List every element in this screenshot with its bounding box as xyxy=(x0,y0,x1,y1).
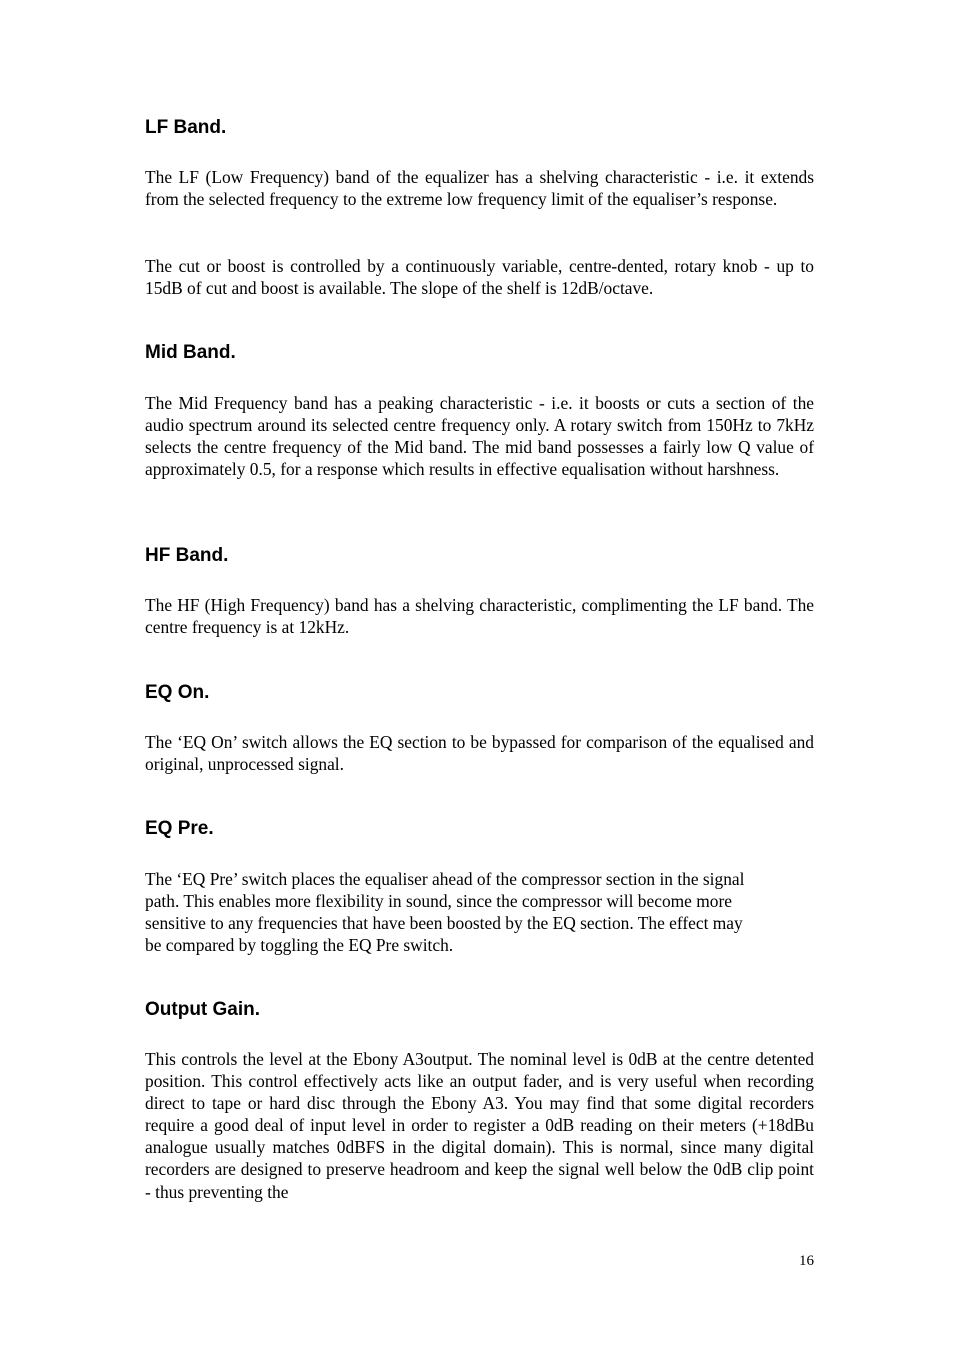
lf-band-paragraph-1: The LF (Low Frequency) band of the equalizer has a shelving characteristic - i.e. it extends from the selected frequency to the extreme low frequency limit of the equaliser’s response. xyxy=(145,167,814,210)
eq-on-paragraph: The ‘EQ On’ switch allows the EQ section to be bypassed for comparison of the equalised and original, unprocessed signal. xyxy=(145,732,814,775)
hf-band-paragraph: The HF (High Frequency) band has a shelving characteristic, complimenting the LF band. The centre frequency is at 12kHz. xyxy=(145,595,814,638)
eq-pre-paragraph: The ‘EQ Pre’ switch places the equaliser ahead of the compressor section in the signal path. This enables more flexibility in sound, since the compressor will become more sensitive to any frequencies that have been boosted by the EQ section. The effect may be compared by toggling the EQ Pre switch. xyxy=(145,869,745,956)
output-gain-heading: Output Gain. xyxy=(145,999,261,1020)
page-number: 16 xyxy=(799,1253,814,1269)
mid-band-heading: Mid Band. xyxy=(145,342,236,363)
lf-band-paragraph-2: The cut or boost is controlled by a continuously variable, centre-dented, rotary knob - up to 15dB of cut and boost is available. The slope of the shelf is 12dB/octave. xyxy=(145,256,814,299)
output-gain-paragraph: This controls the level at the Ebony A3output. The nominal level is 0dB at the centre detented position. This control effectively acts like an output fader, and is very useful when recording direct to tape or hard disc through the Ebony A3. You may find that some digital recorders require a good deal of input level in order to register a 0dB reading on their meters (+18dBu analogue usually matches 0dBFS in the digital domain). This is normal, since many digital recorders are designed to preserve headroom and keep the signal well below the 0dB clip point - thus preventing the xyxy=(145,1049,814,1202)
lf-band-heading: LF Band. xyxy=(145,117,227,138)
mid-band-paragraph: The Mid Frequency band has a peaking characteristic - i.e. it boosts or cuts a section of the audio spectrum around its selected centre frequency only. A rotary switch from 150Hz to 7kHz selects the centre frequency of the Mid band. The mid band possesses a fairly low Q value of approximately 0.5, for a response which results in effective equalisation without harshness. xyxy=(145,393,814,480)
eq-pre-heading: EQ Pre. xyxy=(145,818,214,839)
hf-band-heading: HF Band. xyxy=(145,545,229,566)
eq-on-heading: EQ On. xyxy=(145,682,210,703)
